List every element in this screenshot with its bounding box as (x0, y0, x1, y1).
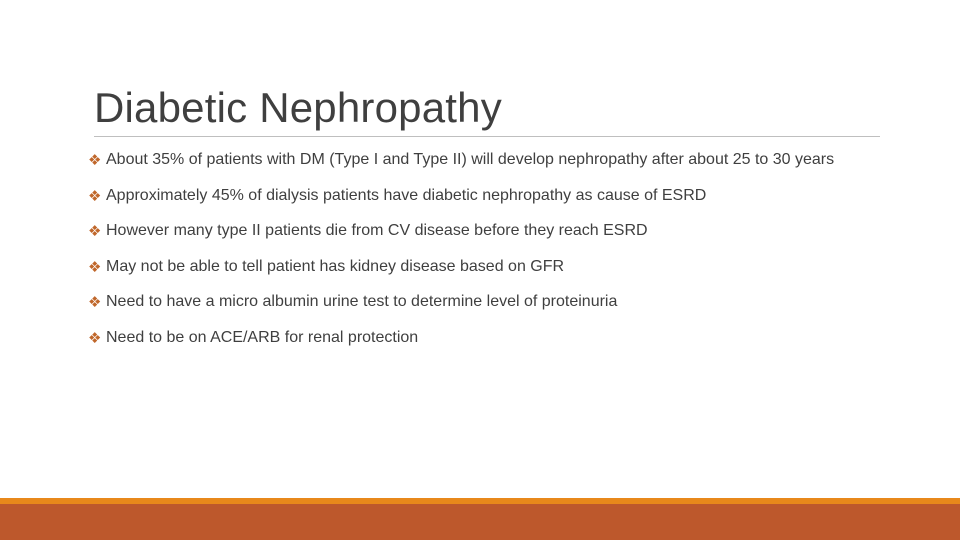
bullet-text: Approximately 45% of dialysis patients have diabetic nephropathy as cause of ESRD (106, 186, 707, 204)
bullet-text: Need to be on ACE/ARB for renal protection (106, 328, 419, 346)
bullet-list (88, 149, 888, 362)
diamond-bullet-icon: ❖ (88, 186, 102, 205)
diamond-bullet-icon: ❖ (88, 257, 102, 276)
bullet-text: However many type II patients die from CV disease before they reach ESRD (106, 222, 648, 239)
list-item (88, 149, 888, 171)
list-item (88, 220, 888, 242)
list-item (88, 185, 888, 207)
diamond-bullet-icon: ❖ (88, 151, 102, 169)
bullet-text: Need to have a micro albumin urine test to determine level of proteinuria (106, 293, 618, 310)
footer-band (0, 504, 960, 540)
list-item (88, 291, 888, 313)
list-item (88, 327, 888, 349)
diamond-bullet-icon: ❖ (88, 293, 102, 311)
title-divider (94, 136, 880, 137)
list-item (88, 256, 888, 278)
diamond-bullet-icon: ❖ (88, 328, 102, 347)
bullet-text: About 35% of patients with DM (Type I and Type II) will develop nephropathy after about 25 to 30 years (106, 151, 835, 168)
slide-title: Diabetic Nephropathy (94, 84, 502, 131)
diamond-bullet-icon: ❖ (88, 222, 102, 240)
bullet-text: May not be able to tell patient has kidney disease based on GFR (106, 257, 565, 275)
